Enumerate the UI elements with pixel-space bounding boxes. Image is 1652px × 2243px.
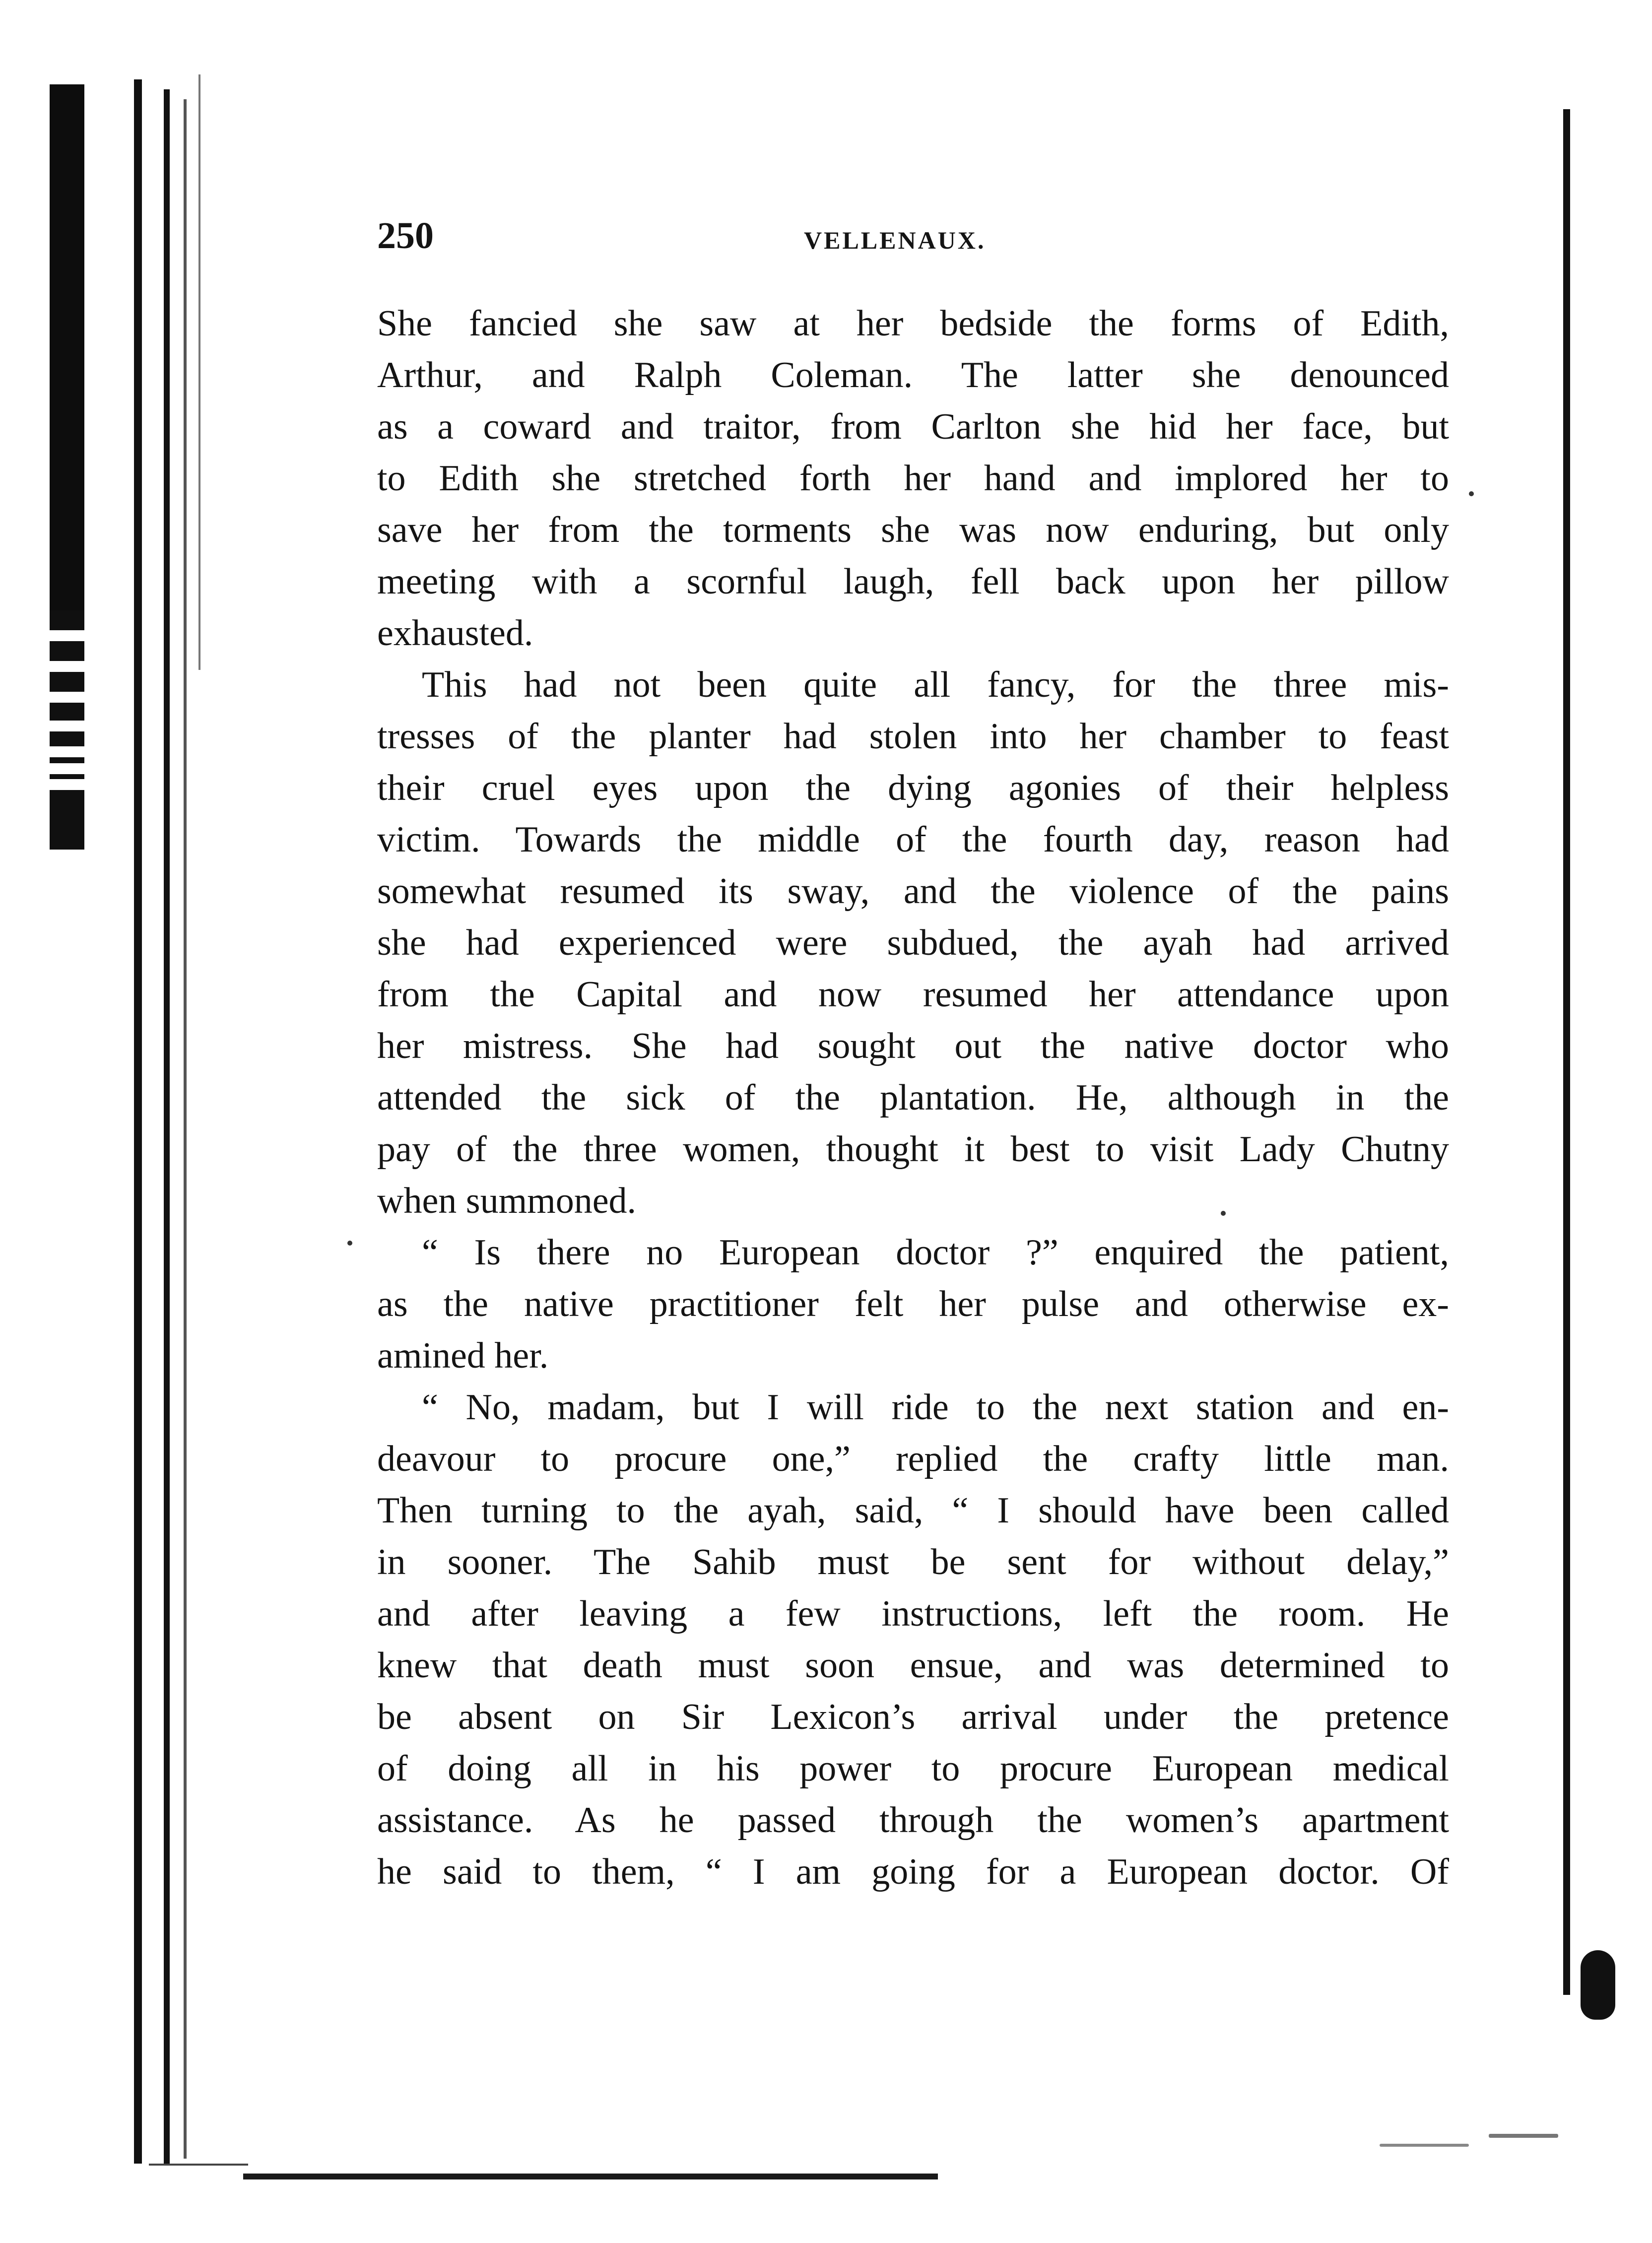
speck <box>347 1241 352 1246</box>
speck <box>1380 2144 1469 2147</box>
text-line: She fancied she saw at her bedside the forms of Edith, <box>377 303 1449 344</box>
text-line: her mistress. She had sought out the native doctor who <box>377 1026 1449 1066</box>
text-line: when summoned. <box>377 1181 637 1221</box>
text-line: pay of the three women, thought it best to visit Lady Chutny <box>377 1129 1449 1170</box>
text-line: as a coward and traitor, from Carlton she hid her face, but <box>377 406 1449 447</box>
gutter-line-2 <box>164 89 170 2164</box>
running-head <box>377 208 1449 263</box>
text-line: and after leaving a few instructions, left the room. He <box>377 1593 1449 1634</box>
text-line: she had experienced were subdued, the ayah had arrived <box>377 923 1449 963</box>
right-edge-line <box>1563 109 1570 1995</box>
text-line: meeting with a scornful laugh, fell back upon her pillow <box>377 561 1449 602</box>
text-line: This had not been quite all fancy, for the three mis- <box>422 664 1449 705</box>
text-line: somewhat resumed its sway, and the violence of the pains <box>377 871 1449 912</box>
gutter-line-3 <box>184 99 187 2159</box>
body-text <box>377 298 1449 1898</box>
gutter-line-4 <box>198 74 200 670</box>
text-line: from the Capital and now resumed her attendance upon <box>377 974 1449 1015</box>
text-line: attended the sick of the plantation. He, although in the <box>377 1077 1449 1118</box>
text-line: “ Is there no European doctor ?” enquired the patient, <box>422 1232 1449 1273</box>
binding-bars <box>50 610 124 860</box>
text-line: their cruel eyes upon the dying agonies of their helpless <box>377 768 1449 808</box>
bottom-rule-thin <box>149 2164 248 2166</box>
text-line: amined her. <box>377 1335 549 1376</box>
text-line: tresses of the planter had stolen into her chamber to feast <box>377 716 1449 757</box>
text-line: in sooner. The Sahib must be sent for without delay,” <box>377 1542 1449 1583</box>
running-title: VELLENAUX. <box>804 226 986 254</box>
text-line: he said to them, “ I am going for a European doctor. Of <box>377 1851 1449 1892</box>
speck <box>1489 2134 1558 2138</box>
right-edge-blob <box>1581 1950 1615 2020</box>
text-line: as the native practitioner felt her pulse and otherwise ex- <box>377 1284 1449 1324</box>
text-line: Then turning to the ayah, said, “ I should have been called <box>377 1490 1449 1531</box>
text-line: assistance. As he passed through the women’s apartment <box>377 1800 1449 1841</box>
text-line: save her from the torments she was now enduring, but only <box>377 510 1449 550</box>
text-line: exhausted. <box>377 613 533 654</box>
gutter-line-1 <box>134 79 142 2164</box>
text-line: of doing all in his power to procure European medical <box>377 1748 1449 1789</box>
bottom-rule <box>243 2174 938 2179</box>
binding-shadow <box>50 84 84 610</box>
text-line: victim. Towards the middle of the fourth day, reason had <box>377 819 1449 860</box>
text-line: be absent on Sir Lexicon’s arrival under the pretence <box>377 1697 1449 1737</box>
text-line: knew that death must soon ensue, and was determined to <box>377 1645 1449 1686</box>
text-line: Arthur, and Ralph Coleman. The latter she denounced <box>377 355 1449 396</box>
speck <box>1469 491 1474 496</box>
text-line: to Edith she stretched forth her hand and implored her to <box>377 458 1449 499</box>
text-line: deavour to procure one,” replied the crafty little man. <box>377 1439 1449 1479</box>
text-line: “ No, madam, but I will ride to the next station and en- <box>422 1387 1449 1428</box>
page-number: 250 <box>377 215 434 257</box>
